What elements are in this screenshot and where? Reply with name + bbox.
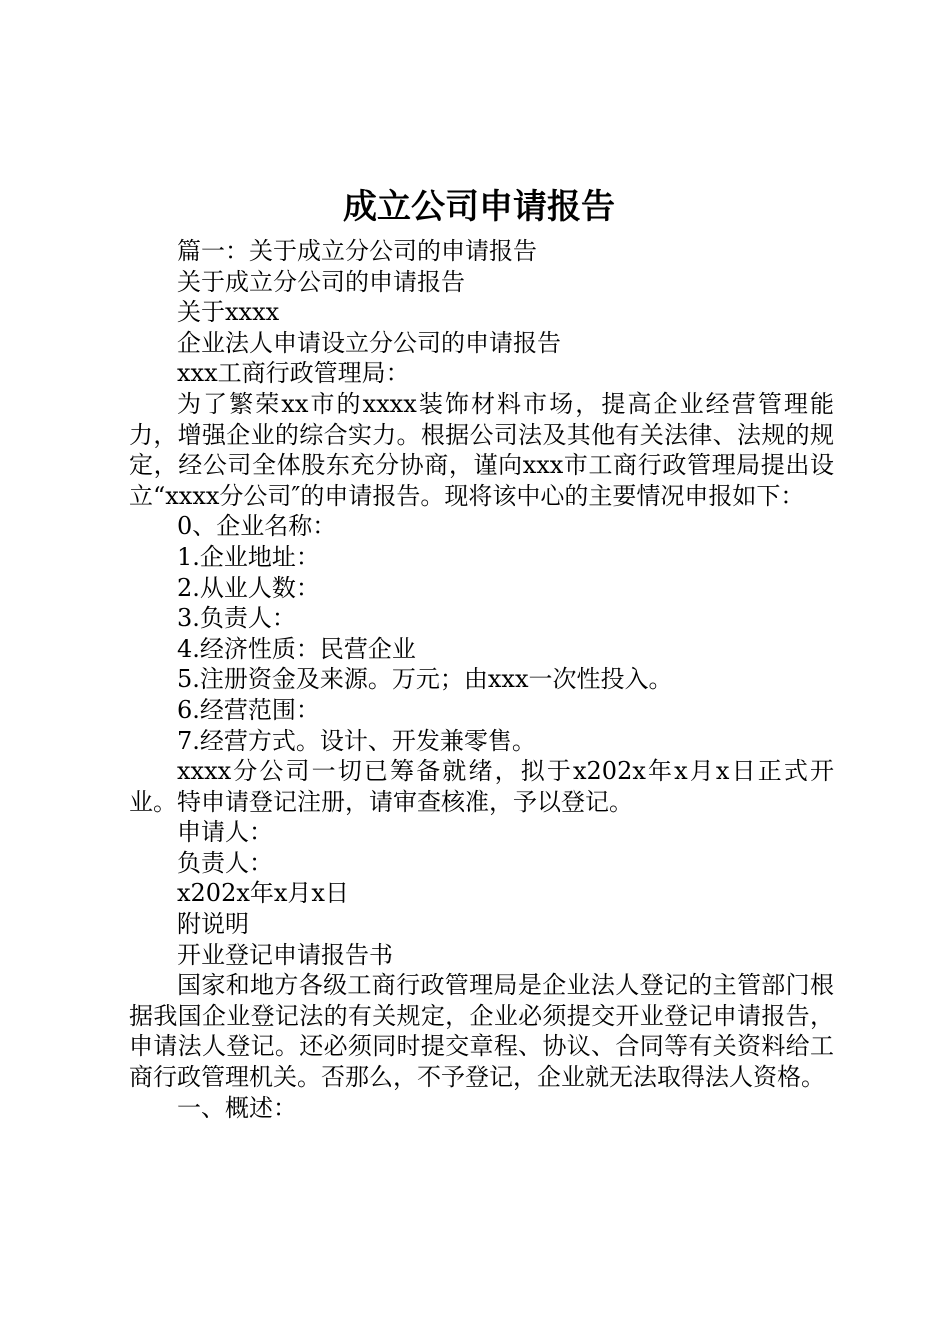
paragraph: 5.注册资金及来源。万元；由xxx一次性投入。 <box>177 665 673 694</box>
paragraph: 附说明 <box>177 910 249 939</box>
paragraph: 1.企业地址： <box>177 542 320 571</box>
paragraph: 7.经营方式。设计、开发兼零售。 <box>177 726 536 755</box>
paragraph: xxxx分公司一切已筹备就绪，拟于x202x年x月x日正式开业。特申请登记注册，请审查核准，予以登记。 <box>129 757 834 816</box>
paragraph: xxx工商行政管理局： <box>177 359 410 388</box>
paragraph: 4.经济性质：民营企业 <box>177 634 416 663</box>
paragraph: 0、企业名称： <box>177 512 337 541</box>
paragraph: 6.经营范围： <box>177 695 320 724</box>
paragraph: 为了繁荣xx市的xxxx装饰材料市场，提高企业经营管理能力，增强企业的综合实力。根据公司法及其他有关法律、法规的规定，经公司全体股东充分协商，谨向xxx市工商行政管理局提出设立“xxxx分公司″的申请报告。现将该中心的主要情况申报如下： <box>129 389 834 510</box>
paragraph: 申请人： <box>177 818 273 847</box>
paragraph: 一、概述： <box>177 1093 297 1122</box>
paragraph: 2.从业人数： <box>177 573 320 602</box>
paragraph: x202x年x月x日 <box>177 879 349 908</box>
document-body <box>129 236 834 1123</box>
paragraph: 开业登记申请报告书 <box>177 940 393 969</box>
paragraph: 关于xxxx <box>177 298 280 327</box>
paragraph: 篇一：关于成立分公司的申请报告 <box>177 237 537 265</box>
paragraph: 关于成立分公司的申请报告 <box>177 267 465 296</box>
paragraph: 国家和地方各级工商行政管理局是企业法人登记的主管部门根据我国企业登记法的有关规定，企业必须提交开业登记申请报告，申请法人登记。还必须同时提交章程、协议、合同等有关资料给工商行政管理机关。否那么，不予登记，企业就无法取得法人资格。 <box>129 971 834 1092</box>
paragraph: 3.负责人： <box>177 604 296 633</box>
paragraph: 负责人： <box>177 848 273 877</box>
document-title: 成立公司申请报告 <box>343 187 615 227</box>
paragraph: 企业法人申请设立分公司的申请报告 <box>177 328 561 357</box>
